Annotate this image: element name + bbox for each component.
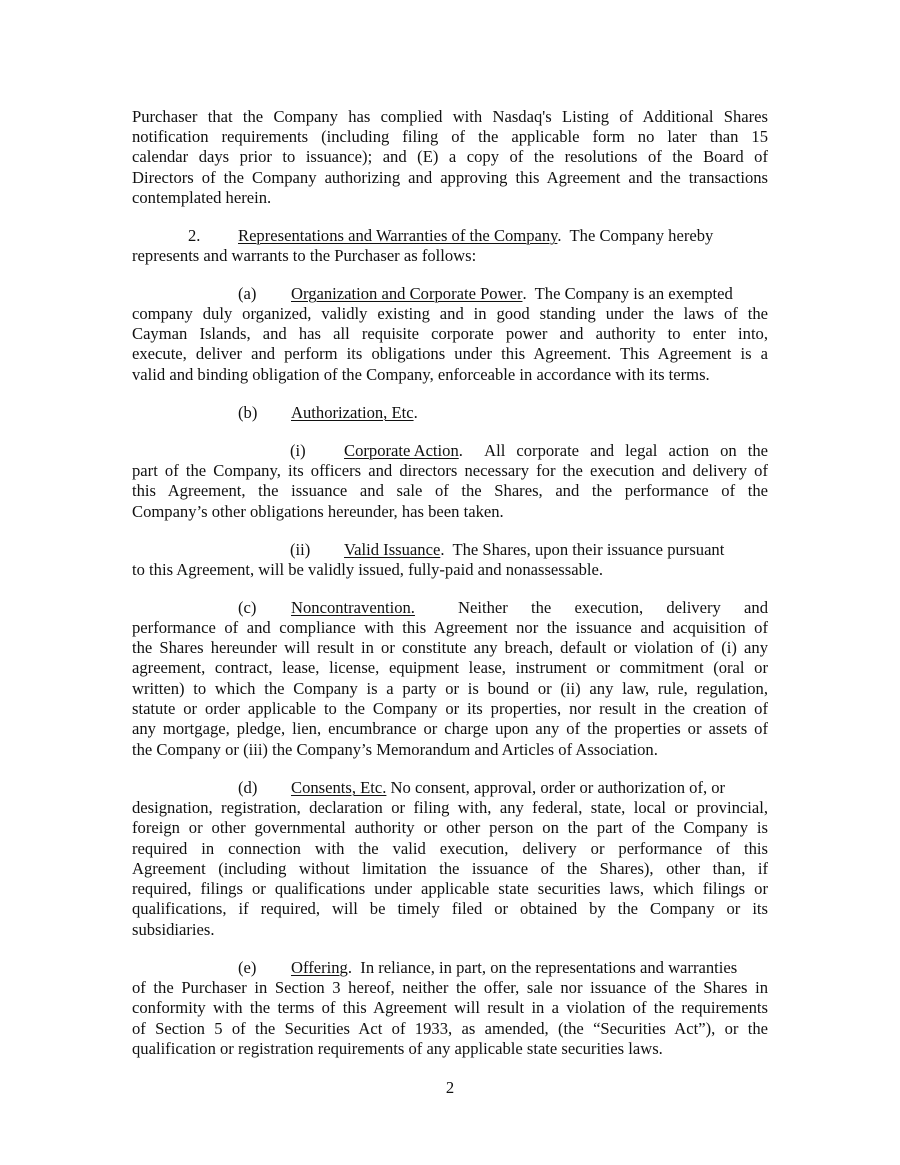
text-line: statute or order applicable to the Company or its properties, nor result in the creation of xyxy=(132,699,768,718)
subsection-label: (ii) xyxy=(290,540,311,559)
text-line: performance of and compliance with this Agreement nor the issuance and acquisition of xyxy=(132,618,768,637)
subsection-label: (a) xyxy=(238,284,257,303)
text-line: required, filings or qualifications under applicable state securities laws, which filings or xyxy=(132,879,768,898)
text-line: execute, deliver and perform its obligations under this Agreement. This Agreement is a xyxy=(132,344,768,363)
text-line: the Company or (iii) the Company’s Memorandum and Articles of Association. xyxy=(132,740,658,759)
subsection-label: (c) xyxy=(238,598,257,617)
subsection-text: No consent, approval, order or authorization of, or xyxy=(386,778,726,797)
section-text: . The Company hereby xyxy=(557,226,714,245)
text-line: qualifications, if required, will be timely filed or obtained by the Company or its xyxy=(132,899,768,918)
text-line: required in connection with the valid execution, delivery or performance of this xyxy=(132,839,768,858)
text-line: this Agreement, the issuance and sale of the Shares, and the performance of the xyxy=(132,481,768,500)
text-line: notification requirements (including filing of the applicable form no later than 15 xyxy=(132,127,768,146)
text-line: the Shares hereunder will result in or constitute any breach, default or violation of (i) any xyxy=(132,638,768,657)
text-line: Agreement (including without limitation the issuance of the Shares), other than, if xyxy=(132,859,768,878)
subsection-heading: Noncontravention. xyxy=(291,598,415,617)
subsection-text: . The Shares, upon their issuance pursuant xyxy=(440,540,725,559)
text-line: any mortgage, pledge, lien, encumbrance or charge upon any of the properties or assets of xyxy=(132,719,768,738)
text-line: subsidiaries. xyxy=(132,920,215,939)
text-line: written) to which the Company is a party or is bound or (ii) any law, rule, regulation, xyxy=(132,679,768,698)
subsection-text: . xyxy=(413,403,418,422)
text-line: Directors of the Company authorizing and approving this Agreement and the transactions xyxy=(132,168,768,187)
text-line: contemplated herein. xyxy=(132,188,272,207)
subsection-label: (b) xyxy=(238,403,258,422)
text-line: foreign or other governmental authority or other person on the part of the Company is xyxy=(132,818,768,837)
subsection-label: (e) xyxy=(238,958,257,977)
text-line: valid and binding obligation of the Company, enforceable in accordance with its terms. xyxy=(132,365,710,384)
subsection-heading: Corporate Action xyxy=(344,441,459,460)
text-line: company duly organized, validly existing and in good standing under the laws of the xyxy=(132,304,768,323)
text-line: Cayman Islands, and has all requisite corporate power and authority to enter into, xyxy=(132,324,768,343)
text-line: designation, registration, declaration or filing with, any federal, state, local or provincial, xyxy=(132,798,768,817)
subsection-heading: Authorization, Etc xyxy=(291,403,414,422)
text-line: agreement, contract, lease, license, equipment lease, instrument or commitment (oral or xyxy=(132,658,768,677)
subsection-text: Neither the execution, delivery and xyxy=(458,598,768,617)
subsection-heading: Organization and Corporate Power xyxy=(291,284,523,303)
subsection-heading: Offering xyxy=(291,958,348,977)
section-number: 2. xyxy=(188,226,201,245)
page-number: 2 xyxy=(445,1078,455,1097)
section-heading: Representations and Warranties of the Company xyxy=(238,226,558,245)
text-line: calendar days prior to issuance); and (E) a copy of the resolutions of the Board of xyxy=(132,147,768,166)
text-line: Purchaser that the Company has complied with Nasdaq's Listing of Additional Shares xyxy=(132,107,768,126)
text-line: of Section 5 of the Securities Act of 1933, as amended, (the “Securities Act”), or the xyxy=(132,1019,768,1038)
subsection-text: . In reliance, in part, on the representations and warranties xyxy=(347,958,738,977)
subsection-heading: Valid Issuance xyxy=(344,540,441,559)
subsection-heading: Consents, Etc. xyxy=(291,778,387,797)
text-line: represents and warrants to the Purchaser as follows: xyxy=(132,246,477,265)
subsection-text: . All corporate and legal action on the xyxy=(458,441,768,460)
text-line: conformity with the terms of this Agreement will result in a violation of the requirements xyxy=(132,998,768,1017)
subsection-label: (i) xyxy=(290,441,306,460)
text-line: of the Purchaser in Section 3 hereof, neither the offer, sale nor issuance of the Shares in xyxy=(132,978,768,997)
text-line: qualification or registration requirements of any applicable state securities laws. xyxy=(132,1039,663,1058)
text-line: part of the Company, its officers and directors necessary for the execution and delivery of xyxy=(132,461,768,480)
text-line: to this Agreement, will be validly issued, fully-paid and nonassessable. xyxy=(132,560,603,579)
subsection-text: . The Company is an exempted xyxy=(522,284,733,303)
subsection-label: (d) xyxy=(238,778,258,797)
text-line: Company’s other obligations hereunder, has been taken. xyxy=(132,502,504,521)
